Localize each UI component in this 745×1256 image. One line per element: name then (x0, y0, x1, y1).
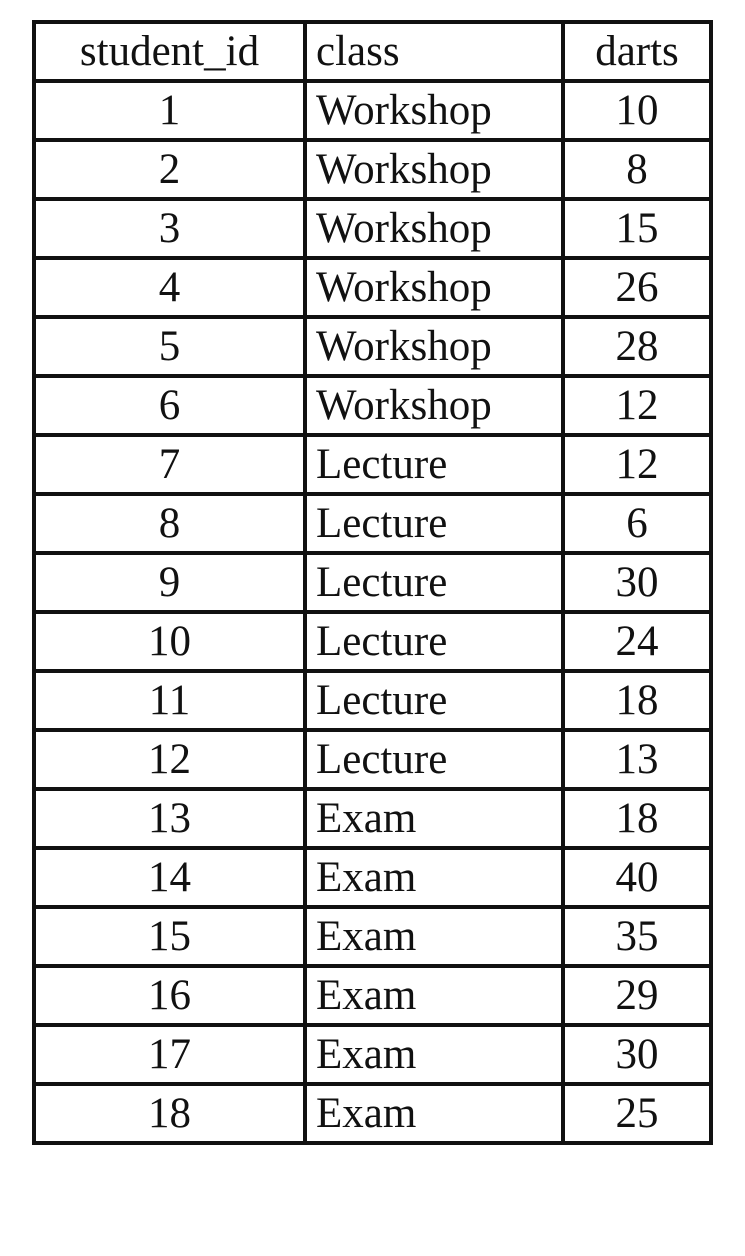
table-row (34, 376, 711, 435)
table-row (34, 1084, 711, 1143)
cell-darts: 12 (563, 435, 711, 494)
cell-class: Workshop (305, 81, 563, 140)
table-row (34, 907, 711, 966)
cell-darts: 28 (563, 317, 711, 376)
cell-class: Workshop (305, 317, 563, 376)
cell-student-id: 4 (34, 258, 305, 317)
cell-class: Exam (305, 1025, 563, 1084)
table-row (34, 671, 711, 730)
cell-darts: 30 (563, 1025, 711, 1084)
cell-darts: 12 (563, 376, 711, 435)
cell-darts: 30 (563, 553, 711, 612)
cell-class: Workshop (305, 199, 563, 258)
table-row (34, 435, 711, 494)
cell-student-id: 8 (34, 494, 305, 553)
table-row (34, 966, 711, 1025)
cell-darts: 40 (563, 848, 711, 907)
cell-class: Lecture (305, 553, 563, 612)
cell-class: Lecture (305, 494, 563, 553)
cell-student-id: 12 (34, 730, 305, 789)
cell-student-id: 10 (34, 612, 305, 671)
cell-student-id: 1 (34, 81, 305, 140)
cell-class: Lecture (305, 730, 563, 789)
cell-class: Exam (305, 907, 563, 966)
table-row (34, 81, 711, 140)
cell-student-id: 15 (34, 907, 305, 966)
table-row (34, 1025, 711, 1084)
header-class: class (305, 22, 563, 81)
cell-student-id: 6 (34, 376, 305, 435)
cell-darts: 24 (563, 612, 711, 671)
cell-student-id: 16 (34, 966, 305, 1025)
cell-darts: 8 (563, 140, 711, 199)
cell-darts: 29 (563, 966, 711, 1025)
cell-darts: 18 (563, 789, 711, 848)
cell-student-id: 5 (34, 317, 305, 376)
cell-class: Exam (305, 848, 563, 907)
table-body (34, 81, 711, 1143)
cell-darts: 35 (563, 907, 711, 966)
cell-darts: 6 (563, 494, 711, 553)
cell-student-id: 17 (34, 1025, 305, 1084)
cell-darts: 10 (563, 81, 711, 140)
cell-class: Lecture (305, 671, 563, 730)
cell-student-id: 14 (34, 848, 305, 907)
cell-darts: 18 (563, 671, 711, 730)
cell-darts: 15 (563, 199, 711, 258)
cell-student-id: 13 (34, 789, 305, 848)
cell-class: Exam (305, 966, 563, 1025)
cell-class: Exam (305, 1084, 563, 1143)
cell-darts: 25 (563, 1084, 711, 1143)
table-row (34, 553, 711, 612)
cell-student-id: 18 (34, 1084, 305, 1143)
table-row (34, 494, 711, 553)
table-row (34, 258, 711, 317)
header-darts: darts (563, 22, 711, 81)
cell-student-id: 7 (34, 435, 305, 494)
table-row (34, 848, 711, 907)
data-table (32, 20, 713, 1145)
cell-darts: 26 (563, 258, 711, 317)
table-row (34, 612, 711, 671)
header-student-id: student_id (34, 22, 305, 81)
cell-class: Exam (305, 789, 563, 848)
cell-class: Lecture (305, 435, 563, 494)
header-row (34, 22, 711, 81)
cell-student-id: 9 (34, 553, 305, 612)
cell-student-id: 11 (34, 671, 305, 730)
table-row (34, 199, 711, 258)
table-row (34, 789, 711, 848)
cell-darts: 13 (563, 730, 711, 789)
cell-student-id: 2 (34, 140, 305, 199)
table-row (34, 317, 711, 376)
cell-class: Workshop (305, 258, 563, 317)
cell-student-id: 3 (34, 199, 305, 258)
cell-class: Lecture (305, 612, 563, 671)
cell-class: Workshop (305, 140, 563, 199)
table-row (34, 730, 711, 789)
table-row (34, 140, 711, 199)
cell-class: Workshop (305, 376, 563, 435)
